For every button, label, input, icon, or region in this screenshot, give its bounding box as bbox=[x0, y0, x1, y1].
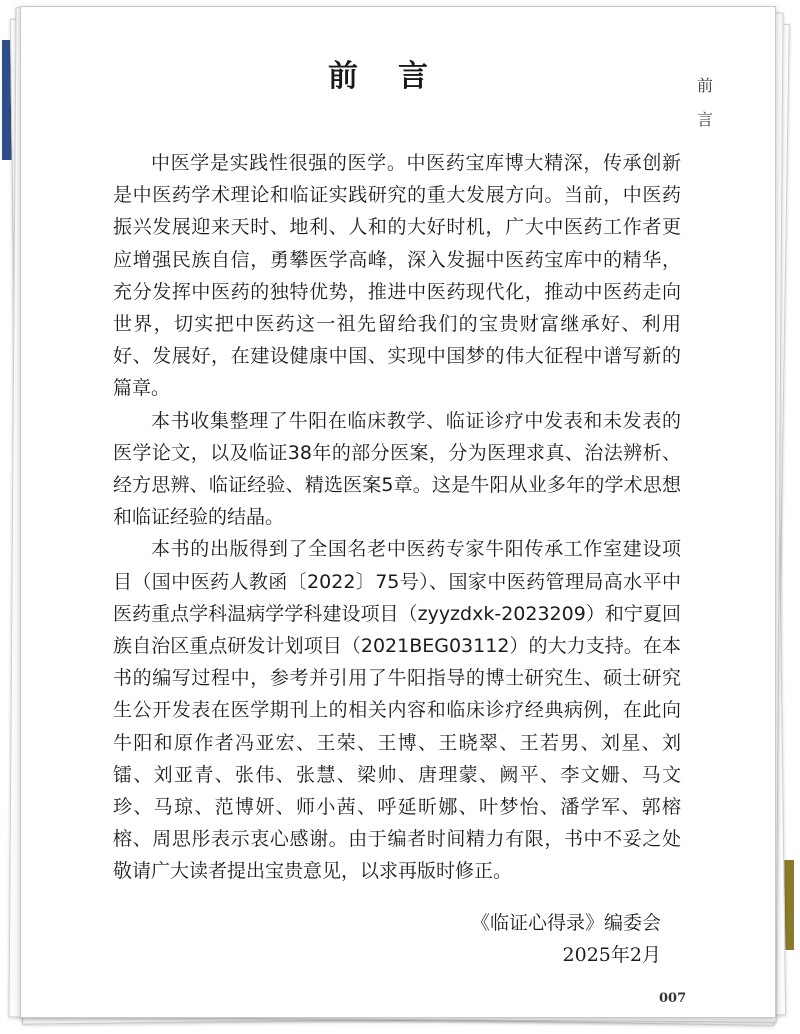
signature-date: 2025年2月 bbox=[562, 944, 661, 966]
paragraph: 中医学是实践性很强的医学。中医药宝库博大精深，传承创新是中医药学术理论和临证实践研究的重大发展方向。当前，中医药振兴发展迎来天时、地利、人和的大好时机，广大中医药工作者更应增强民族自信，勇攀医学高峰，深入发掘中医药宝库中的精华，充分发挥中医药的独特优势，推进中医药现代化，推动中医药走向世界，切实把中医药这一祖先留给我们的宝贵财富继承好、利用好、发展好，在建设健康中国、实现中国梦的伟大征程中谱写新的篇章。 bbox=[113, 152, 681, 400]
committee-name: 《临证心得录》编委会 bbox=[470, 912, 661, 934]
page-title: 前言 bbox=[328, 59, 468, 94]
paragraph: 本书收集整理了牛阳在临床教学、临证诊疗中发表和未发表的医学论文，以及临证38年的部分医案，分为医理求真、治法辨析、经方思辨、临证经验、精选医案5章。这是牛阳从业多年的学术思想和临证经验的结晶。 bbox=[113, 409, 681, 529]
signature-block bbox=[321, 907, 661, 971]
preface-page bbox=[20, 6, 776, 1018]
paragraph: 本书的出版得到了全国名老中医药专家牛阳传承工作室建设项目（国中医药人教函〔2022〕75号）、国家中医药管理局高水平中医药重点学科温病学学科建设项目（zyyzdxk-2023209）和宁夏回族自治区重点研发计划项目（2021BEG03112）的大力支持。在本书的编写过程中，参考并引用了牛阳指导的博士研究生、硕士研究生公开发表在医学期刊上的相关内容和临床诊疗经典病例，在此向牛阳和原作者冯亚宏、王荣、王博、王晓翠、王若男、刘星、刘镭、刘亚青、张伟、张慧、梁帅、唐理蒙、阙平、李文姗、马文珍、马琼、范博妍、师小茜、呼延昕娜、叶梦怡、潘学军、郭榕榕、周思彤表示衷心感谢。由于编者时间精力有限，书中不妥之处敬请广大读者提出宝贵意见，以求再版时修正。 bbox=[113, 538, 681, 883]
preface-body bbox=[113, 147, 681, 888]
book-edge-olive bbox=[784, 860, 794, 950]
page-number: 007 bbox=[659, 991, 687, 1006]
running-head: 前言 bbox=[696, 76, 713, 129]
